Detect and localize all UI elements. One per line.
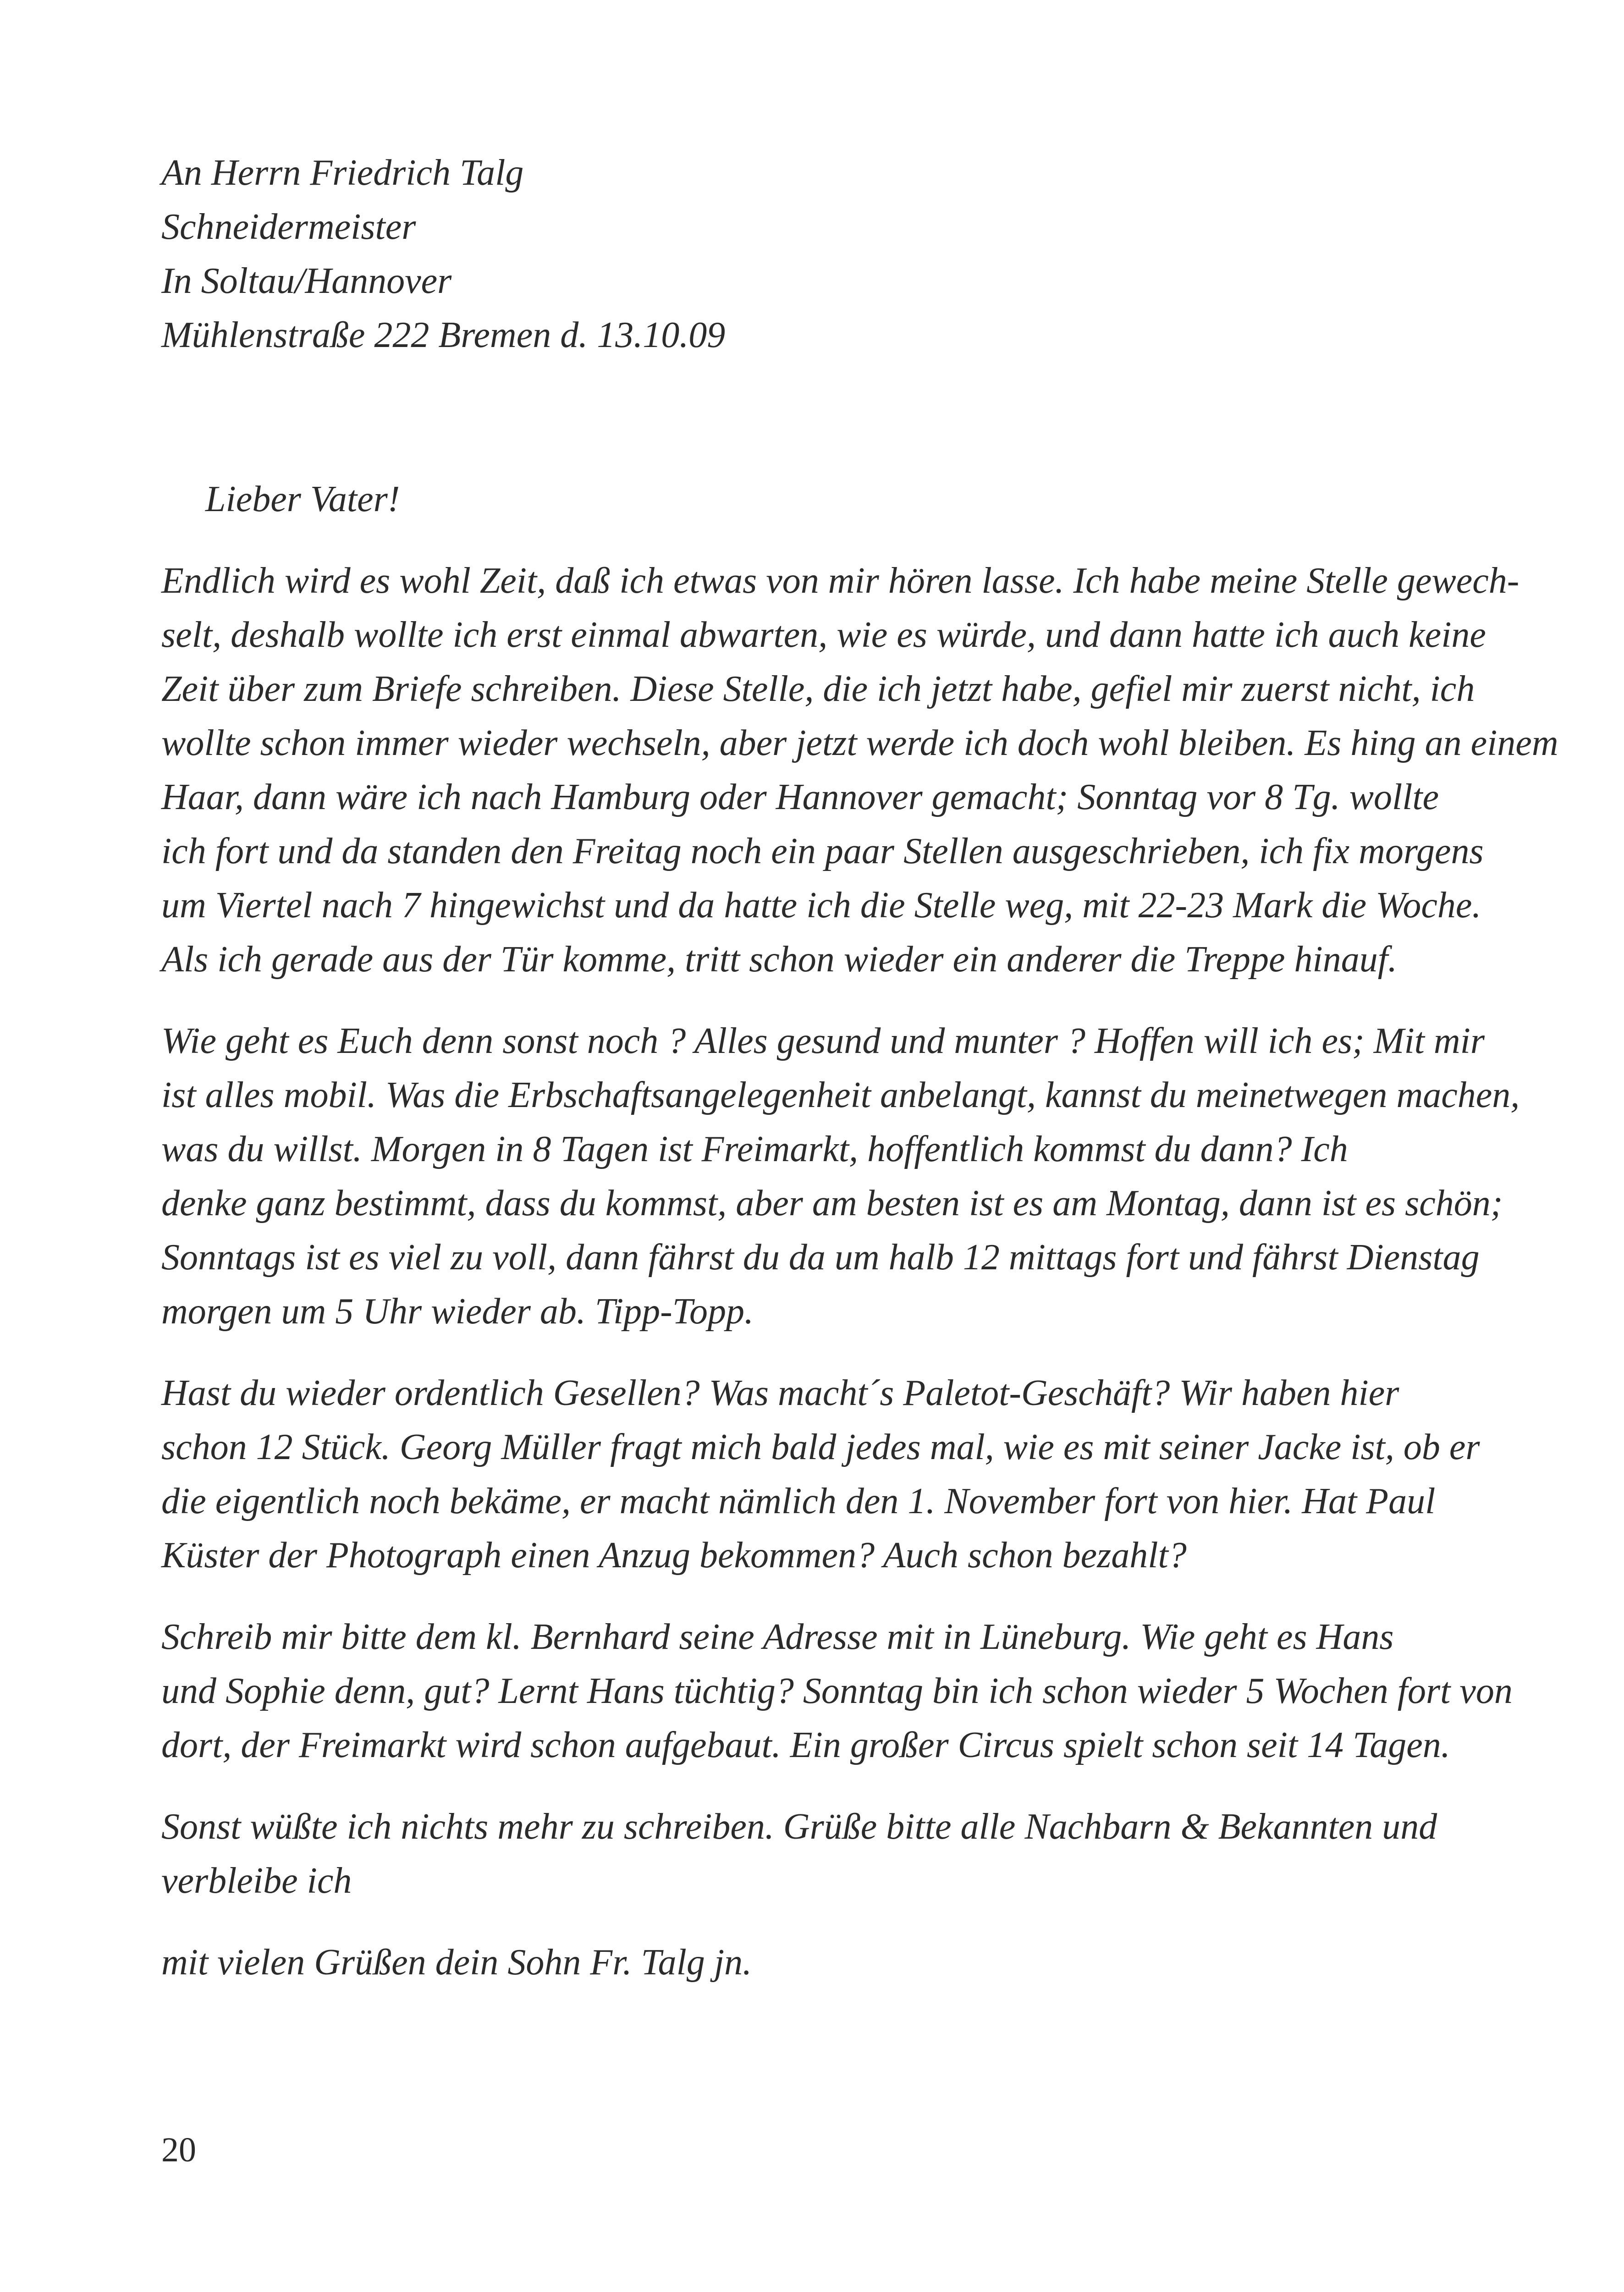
text-line: Küster der Photograph einen Anzug bekommen? Auch schon bezahlt? — [161, 1535, 1187, 1576]
text-line: Sonntags ist es viel zu voll, dann fährst du da um halb 12 mittags fort und fährst Dienstag — [161, 1237, 1480, 1278]
address-line-street-date: Mühlenstraße 222 Bremen d. 13.10.09 — [161, 315, 726, 355]
text-line: was du willst. Morgen in 8 Tagen ist Freimarkt, hoffentlich kommst du dann? Ich — [161, 1129, 1348, 1169]
text-line: und Sophie denn, gut? Lernt Hans tüchtig? Sonntag bin ich schon wieder 5 Wochen fort von — [161, 1671, 1513, 1711]
text-line: schon 12 Stück. Georg Müller fragt mich bald jedes mal, wie es mit seiner Jacke ist, ob er — [161, 1427, 1480, 1467]
text-line: Haar, dann wäre ich nach Hamburg oder Hannover gemacht; Sonntag vor 8 Tg. wollte — [161, 777, 1439, 817]
text-line: Hast du wieder ordentlich Gesellen? Was macht´s Paletot-Geschäft? Wir haben hier — [161, 1373, 1399, 1413]
text-line: ist alles mobil. Was die Erbschaftsangelegenheit anbelangt, kannst du meinetwegen machen, — [161, 1075, 1520, 1115]
text-line: ich fort und da standen den Freitag noch ein paar Stellen ausgeschrieben, ich fix morgens — [161, 831, 1484, 871]
text-line: verbleibe ich — [161, 1861, 352, 1901]
text-line: Endlich wird es wohl Zeit, daß ich etwas von mir hören lasse. Ich habe meine Stelle gewech- — [161, 561, 1519, 601]
address-block — [161, 146, 1491, 362]
text-line: morgen um 5 Uhr wieder ab. Tipp-Topp. — [161, 1291, 754, 1332]
text-line: Wie geht es Euch denn sonst noch ? Alles gesund und munter ? Hoffen will ich es; Mit mir — [161, 1021, 1485, 1061]
text-line: Als ich gerade aus der Tür komme, tritt schon wieder ein anderer die Treppe hinauf. — [161, 939, 1397, 980]
address-line-city: In Soltau/Hannover — [161, 261, 452, 301]
text-line: selt, deshalb wollte ich erst einmal abwarten, wie es würde, und dann hatte ich auch keine — [161, 615, 1486, 655]
text-line: um Viertel nach 7 hingewichst und da hatte ich die Stelle weg, mit 22-23 Mark die Woche. — [161, 885, 1481, 926]
address-line-profession: Schneidermeister — [161, 207, 416, 247]
text-line: denke ganz bestimmt, dass du kommst, aber am besten ist es am Montag, dann ist es schön; — [161, 1183, 1503, 1223]
text-line: dort, der Freimarkt wird schon aufgebaut. Ein großer Circus spielt schon seit 14 Tagen. — [161, 1725, 1450, 1765]
text-line: Zeit über zum Briefe schreiben. Diese Stelle, die ich jetzt habe, gefiel mir zuerst nicht, ich — [161, 669, 1475, 709]
closing-line: mit vielen Grüßen dein Sohn Fr. Talg jn. — [161, 1942, 752, 1983]
text-line: wollte schon immer wieder wechseln, aber jetzt werde ich doch wohl bleiben. Es hing an einem — [161, 723, 1558, 763]
address-line-recipient: An Herrn Friedrich Talg — [161, 153, 524, 193]
text-line: die eigentlich noch bekäme, er macht nämlich den 1. November fort von hier. Hat Paul — [161, 1481, 1436, 1521]
text-line: Schreib mir bitte dem kl. Bernhard seine Adresse mit in Lüneburg. Wie geht es Hans — [161, 1617, 1394, 1657]
text-line: Sonst wüßte ich nichts mehr zu schreiben. Grüße bitte alle Nachbarn & Bekannten und — [161, 1807, 1437, 1847]
page-number: 20 — [161, 2131, 196, 2169]
salutation: Lieber Vater! — [205, 479, 400, 519]
